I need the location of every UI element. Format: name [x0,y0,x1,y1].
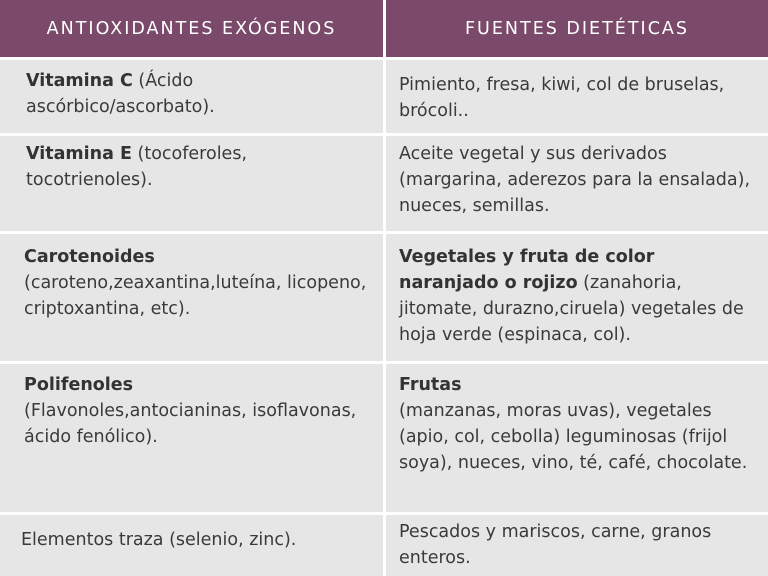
cell-antioxidant-polifenoles [0,364,383,512]
antioxidant-detail: (tocoferoles, tocotrienoles). [26,144,248,190]
antioxidant-name: Vitamina C [26,71,133,91]
source-detail: Pimiento, fresa, kiwi, col de bruselas, brócoli.. [399,75,725,121]
source-detail: Pescados y mariscos, carne, granos enteros. [399,522,712,568]
cell-antioxidant-elementos-traza [0,515,383,576]
antioxidant-name: Vitamina E [26,144,132,164]
source-detail: (zanahoria, jitomate, durazno,ciruela) vegetales de hoja verde (espinaca, col). [399,273,744,345]
cell-antioxidant-vitamina-e [0,136,383,231]
antioxidant-name: Polifenoles [24,375,134,395]
cell-source-elementos-traza [386,515,768,576]
cell-source-vitamina-e [386,136,768,231]
cell-antioxidant-carotenoides [0,234,383,361]
antioxidant-detail: (Flavonoles,antocianinas, isoflavonas, ácido fenólico). [24,401,357,447]
header-antioxidantes: ANTIOXIDANTES EXÓGENOS [0,0,383,57]
source-detail: Aceite vegetal y sus derivados (margarina, aderezos para la ensalada), nueces, semillas. [399,144,751,216]
antioxidant-detail: (caroteno,zeaxantina,luteína, licopeno, criptoxantina, etc). [24,273,367,319]
cell-source-carotenoides [386,234,768,361]
source-highlight: Vegetales y fruta de color naranjado o rojizo [399,247,655,293]
source-detail: (manzanas, moras uvas), vegetales (apio, col, cebolla) leguminosas (frijol soya), nueces, vino, té, café, chocolate. [399,401,748,473]
antioxidant-name: Carotenoides [24,247,155,267]
antioxidant-detail: (Ácido ascórbico/ascorbato). [26,71,215,117]
cell-antioxidant-vitamina-c [0,60,383,133]
header-fuentes: FUENTES DIETÉTICAS [386,0,768,57]
antioxidant-detail: Elementos traza (selenio, zinc). [21,530,297,550]
cell-source-polifenoles [386,364,768,512]
cell-source-vitamina-c [386,60,768,133]
source-highlight: Frutas [399,375,462,395]
